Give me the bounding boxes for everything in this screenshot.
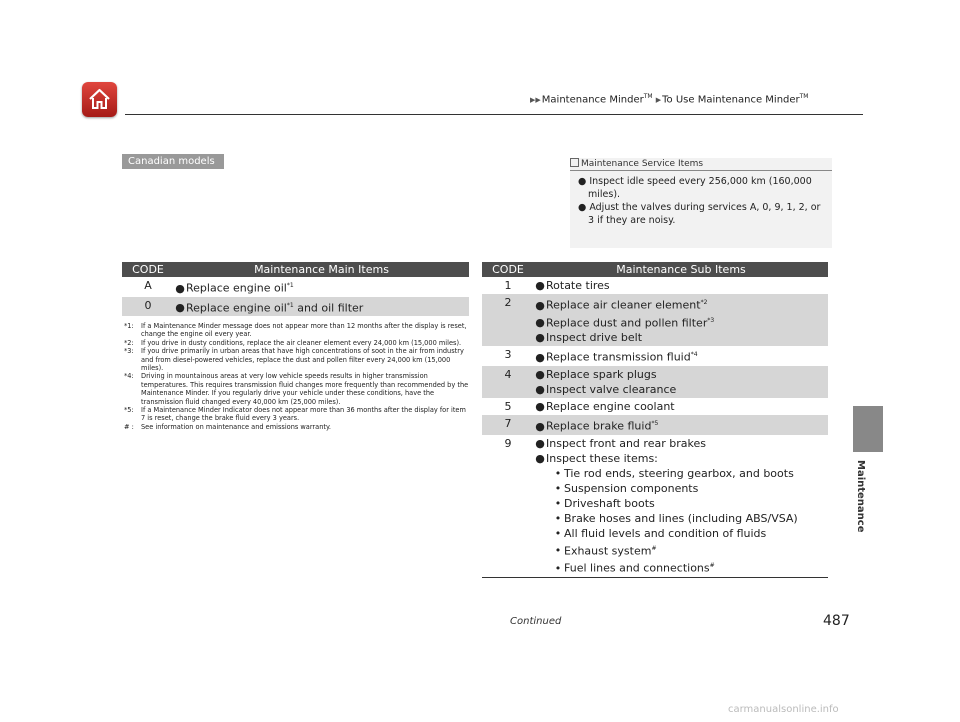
table-row (482, 435, 828, 578)
trademark-mark: TM (799, 93, 809, 100)
service-items-rule (570, 170, 832, 171)
list-item: ● Inspect idle speed every 256,000 km (160,000 miles). (578, 176, 812, 200)
footnote: *1: If a Maintenance Minder message does not appear more than 12 months after the display is reset, change the engine oil every year. (124, 322, 467, 339)
row-code: 2 (482, 294, 534, 346)
table-header-row (122, 262, 469, 277)
table-row (482, 346, 828, 366)
header-rule (125, 114, 863, 115)
table-row (482, 277, 828, 294)
row-code: 1 (504, 279, 512, 292)
trademark-mark: TM (643, 93, 653, 100)
breadcrumb-arrow-icon: ▶▶ (530, 96, 541, 105)
table-row (482, 415, 828, 435)
breadcrumb-maintenance-minder[interactable]: Maintenance Minder (541, 94, 644, 106)
table-row (482, 398, 828, 415)
breadcrumb-arrow-icon: ▶ (655, 96, 662, 105)
footnote: # : See information on maintenance and emissions warranty. (124, 422, 332, 431)
sub-items-table (482, 262, 828, 578)
row-code: 5 (504, 399, 512, 413)
row-code: 9 (482, 435, 534, 578)
table-row (122, 277, 469, 297)
home-icon (87, 87, 112, 112)
header-code: CODE (482, 262, 534, 277)
canadian-models-badge: Canadian models (122, 154, 224, 169)
row-item: ●Replace spark plugs ●Inspect valve clearance (534, 366, 828, 398)
row-code: 0 (122, 297, 174, 317)
watermark: carmanualsonline.info (728, 704, 839, 715)
row-item: ●Rotate tires (535, 279, 610, 292)
row-item: ●Replace transmission fluid$^{*4}$ (535, 350, 698, 364)
header-sub-items: Maintenance Sub Items (534, 262, 828, 277)
page-number: 487 (823, 613, 850, 629)
footnote: *5: If a Maintenance Minder Indicator does not appear more than 36 months after the display for item 7 is reset, change the brake fluid every 3 years. (124, 406, 466, 423)
table-header-row (482, 262, 828, 277)
table-row (122, 297, 469, 317)
row-item: ●Replace brake fluid$^{*5}$ (534, 415, 828, 435)
breadcrumb (530, 93, 808, 105)
service-items-title: Maintenance Service Items (570, 158, 832, 169)
row-code: 3 (504, 348, 512, 362)
row-code: 7 (482, 415, 534, 435)
table-row (482, 294, 828, 346)
header-main-items: Maintenance Main Items (174, 262, 469, 277)
row-code: A (144, 279, 152, 292)
footnotes (124, 322, 472, 431)
row-item: ●Replace engine coolant (535, 399, 675, 413)
list-item: ● Adjust the valves during services A, 0, 9, 1, 2, or 3 if they are noisy. (578, 202, 821, 226)
side-section-label: Maintenance (855, 460, 866, 533)
row-item: ●Replace engine oil$^{*1}$ (175, 281, 294, 295)
side-tab-marker[interactable] (853, 406, 883, 452)
service-items-list (578, 175, 826, 227)
row-code: 4 (482, 366, 534, 398)
header-code: CODE (122, 262, 174, 277)
note-icon (570, 158, 579, 167)
home-button[interactable] (82, 82, 117, 117)
footnote: *2: If you drive in dusty conditions, replace the air cleaner element every 24,000 km (15,000 miles). (124, 338, 462, 347)
table-row (482, 366, 828, 398)
row-item: ●Replace engine oil$^{*1}$ and oil filter (174, 297, 469, 317)
row-item: ●Replace air cleaner element$^{*2}$ ●Replace dust and pollen filter$^{*3}$ ●Inspect drive belt (534, 294, 828, 346)
main-items-table (122, 262, 469, 316)
continued-label: Continued (510, 616, 562, 627)
footnote: *4: Driving in mountainous areas at very low vehicle speeds results in higher transmission temperatures. This requires transmission fluid changes more frequently than recommended by the Maintenance Minder. If you regularly drive your vehicle under these conditions, have the transmission fluid changed every 40,000 km (25,000 miles). (124, 372, 469, 406)
breadcrumb-to-use[interactable]: To Use Maintenance Minder (662, 94, 800, 106)
row-item: ●Inspect front and rear brakes ●Inspect these items: • Tie rod ends, steering gearbox, and boots • Suspension components • Driveshaft boots • Brake hoses and lines (including ABS/VSA) • All fluid levels and condition of fluids • Exhaust system# • Fuel lines and connections# (534, 435, 828, 578)
footnote: *3: If you drive primarily in urban areas that have high concentrations of soot in the air from industry and from diesel-powered vehicles, replace the dust and pollen filter every 24,000 km (15,000 miles). (124, 347, 464, 373)
